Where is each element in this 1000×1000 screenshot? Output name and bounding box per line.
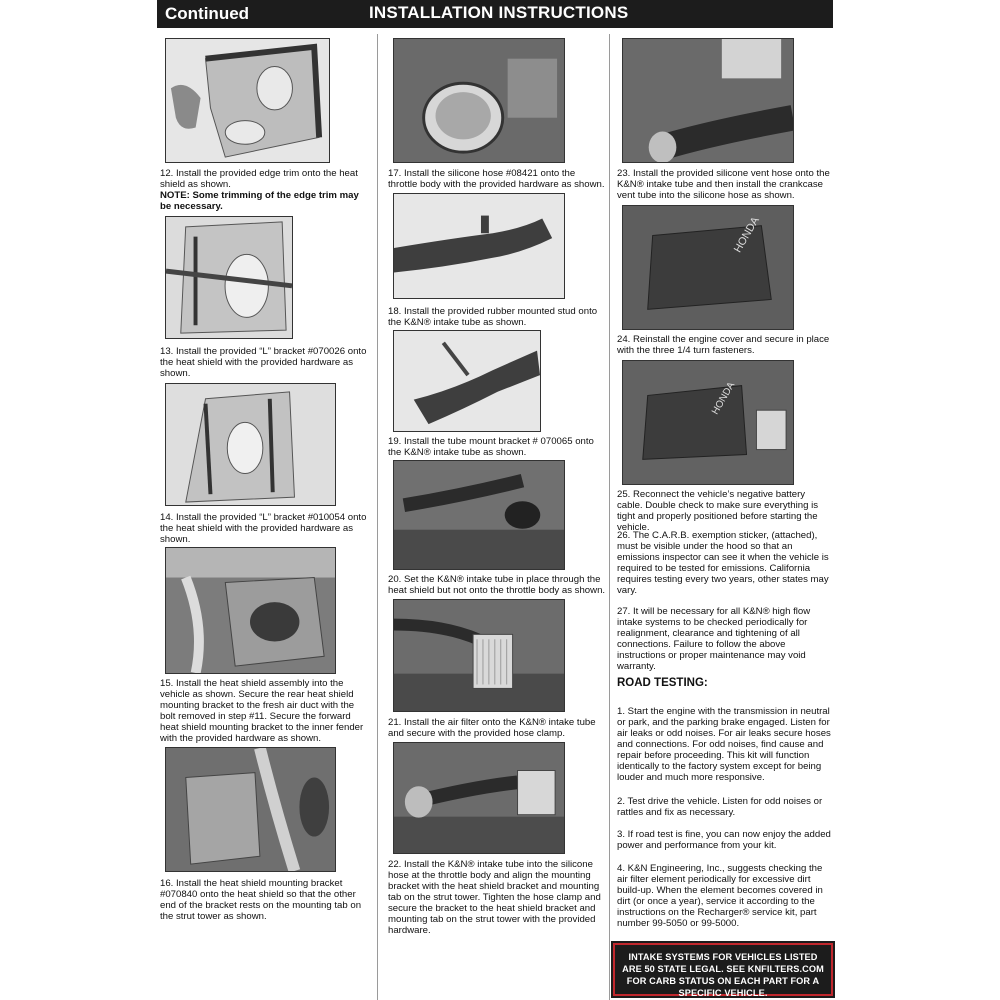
legal-notice-box: INTAKE SYSTEMS FOR VEHICLES LISTED ARE 50 STATE LEGAL. SEE KNFILTERS.COM FOR CARB STATUS ON EACH PART FOR A SPECIFIC VEHICLE.	[613, 943, 833, 996]
photo-step-23	[622, 38, 794, 163]
step-24-caption: 24. Reinstall the engine cover and secure in place with the three 1/4 turn fasteners.	[617, 334, 830, 356]
continued-label: Continued	[165, 4, 250, 23]
road-testing-heading: ROAD TESTING:	[617, 677, 708, 689]
svg-text:HONDA: HONDA	[731, 214, 762, 255]
photo-step-16	[165, 747, 336, 872]
step-14-caption: 14. Install the provided “L” bracket #010054 onto the heat shield with the provided hardware as shown.	[160, 512, 367, 545]
step-20-caption: 20. Set the K&N® intake tube in place through the heat shield but not onto the throttle body as shown.	[388, 574, 606, 596]
road-test-4: 4. K&N Engineering, Inc., suggests checking the air filter element periodically for excessive dirt build-up. When the element becomes covered in dirt (or once a year), service it according to the instructions on the Recharger® service kit, part number 99-5050 or 99-5000.	[617, 863, 823, 929]
road-test-3: 3. If road test is fine, you can now enjoy the added power and performance from your kit.	[617, 829, 831, 851]
photo-step-22	[393, 742, 565, 854]
road-test-1: 1. Start the engine with the transmission in neutral or park, and the parking brake engaged. Listen for air leaks or odd noises. For air leaks secure hoses and connections. For odd noises, find cause and repair before proceeding. This kit will function identically to the factory system except for being louder and much more responsive.	[617, 706, 831, 783]
step-25-caption: 25. Reconnect the vehicle’s negative battery cable. Double check to make sure everything is tight and properly positioned before starting the vehicle.	[617, 489, 819, 533]
page-title: INSTALLATION INSTRUCTIONS	[369, 3, 629, 22]
photo-step-21	[393, 599, 565, 712]
photo-step-19	[393, 330, 541, 432]
step-12-caption: 12. Install the provided edge trim onto the heat shield as shown. NOTE: Some trimming of the edge trim may be necessary.	[160, 168, 359, 212]
svg-text:HONDA: HONDA	[709, 380, 738, 417]
step-13-caption: 13. Install the provided “L” bracket #070026 onto the heat shield with the provided hardware as shown.	[160, 346, 367, 379]
step-16-caption: 16. Install the heat shield mounting bracket #070840 onto the heat shield so that the other end of the bracket rests on the mounting tab on the strut tower as shown.	[160, 878, 362, 922]
step-12-note: NOTE: Some trimming of the edge trim may be necessary.	[160, 190, 359, 212]
photo-step-12	[165, 38, 330, 163]
photo-step-25	[622, 360, 794, 485]
photo-step-24	[622, 205, 794, 330]
step-18-caption: 18. Install the provided rubber mounted stud onto the K&N® intake tube as shown.	[388, 306, 598, 328]
photo-step-17	[393, 38, 565, 163]
step-19-caption: 19. Install the tube mount bracket # 070065 onto the K&N® intake tube as shown.	[388, 436, 594, 458]
step-27-caption: 27. It will be necessary for all K&N® high flow intake systems to be checked periodically for realignment, clearance and tightening of all connections. Failure to follow the above instructions or proper maintenance may void warranty.	[617, 606, 811, 672]
column-divider-2	[609, 34, 610, 1000]
photo-step-18	[393, 193, 565, 299]
photo-step-15	[165, 547, 336, 674]
step-15-caption: 15. Install the heat shield assembly into the vehicle as shown. Secure the rear heat shield mounting bracket to the fresh air duct with the bolt removed in step #11. Secure the forward heat shield mounting bracket to the inner fender with the provided hardware as shown.	[160, 678, 364, 744]
road-test-2: 2. Test drive the vehicle. Listen for odd noises or rattles and fix as necessary.	[617, 796, 823, 818]
step-21-caption: 21. Install the air filter onto the K&N® intake tube and secure with the provided hose clamp.	[388, 717, 596, 739]
photo-step-20	[393, 460, 565, 570]
step-22-caption: 22. Install the K&N® intake tube into the silicone hose at the throttle body and align the mounting bracket with the heat shield bracket and mounting tab on the strut tower. Tighten the hose clamp and secure the bracket to the heat shield bracket and mounting tab on the strut tower with the provided hardware.	[388, 859, 601, 936]
photo-step-13	[165, 216, 293, 339]
column-divider-1	[377, 34, 378, 1000]
step-23-caption: 23. Install the provided silicone vent hose onto the K&N® intake tube and then install the crankcase vent tube into the silicone hose as shown.	[617, 168, 830, 201]
step-26-caption: 26. The C.A.R.B. exemption sticker, (attached), must be visible under the hood so that an emissions inspector can see it when the vehicle is required to be tested for emissions. California requires testing every two years, other states may vary.	[617, 530, 829, 596]
photo-step-14	[165, 383, 336, 506]
page-header	[157, 0, 833, 28]
step-17-caption: 17. Install the silicone hose #08421 onto the throttle body with the provided hardware as shown.	[388, 168, 605, 190]
